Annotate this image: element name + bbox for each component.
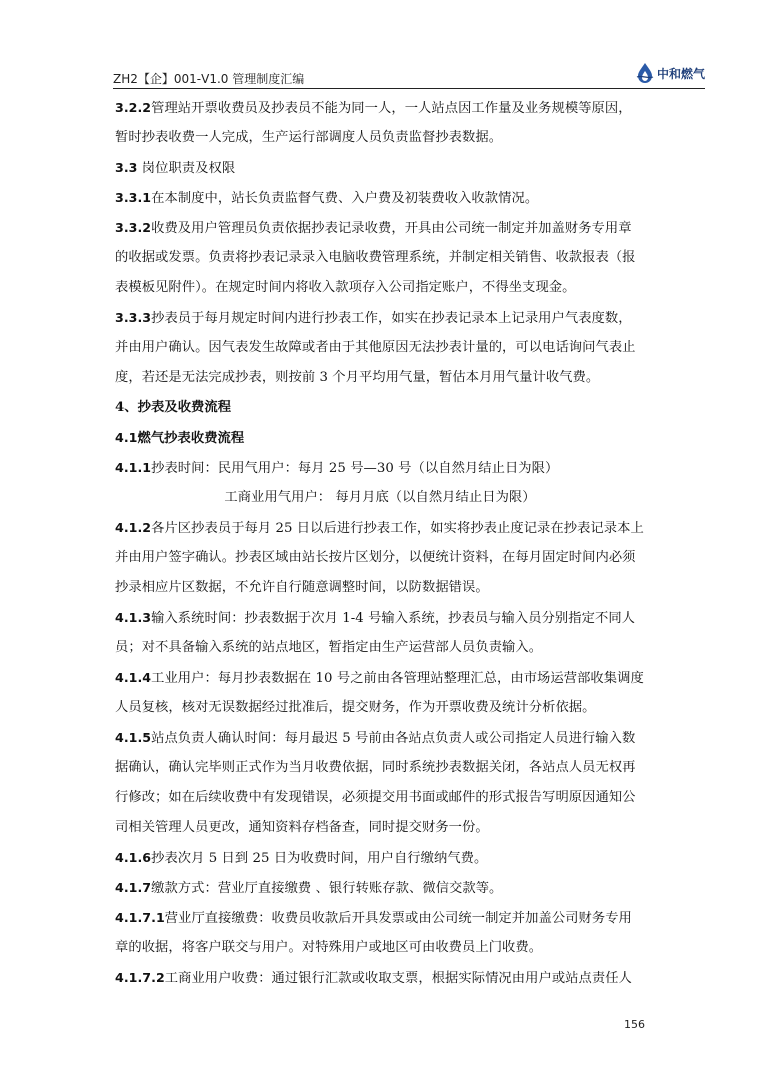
section-number: 4.1.4: [115, 670, 152, 685]
line-text: 司相关管理人员更改，通知资料存档备查，同时提交财务一份。: [115, 820, 489, 835]
paragraph-line: [115, 243, 645, 273]
line-text: 抄表员于每月规定时间内进行抄表工作，如实在抄表记录本上记录用户气表度数，: [151, 311, 632, 326]
paragraph-line: [115, 843, 645, 873]
line-text: 并由用户确认。因气表发生故障或者由于其他原因无法抄表计量的，可以电话询问气表止: [115, 340, 636, 355]
section-number: 4.1.1: [115, 460, 152, 475]
line-text: 表模板见附件）。在规定时间内将收入款项存入公司指定账户，不得坐支现金。: [115, 280, 576, 295]
header-title: ZH2【企】001-V1.0 管理制度汇编: [113, 72, 305, 86]
flame-drop-icon: [635, 62, 655, 84]
page-number: 156: [624, 1018, 645, 1031]
paragraph-line: [115, 123, 645, 153]
line-text: 燃气抄表收费流程: [137, 431, 245, 446]
paragraph-line: [115, 813, 645, 843]
paragraph-line: [115, 483, 645, 513]
line-text: 人员复核，核对无误数据经过批准后，提交财务，作为开票收费及统计分析依据。: [115, 700, 596, 715]
line-text: 管理站开票收费员及抄表员不能为同一人，一人站点因工作量及业务规模等原因，: [151, 101, 632, 116]
section-number: 4.1.6: [115, 850, 152, 865]
paragraph-line: [115, 633, 645, 663]
paragraph-line: [115, 753, 645, 783]
line-text: 岗位职责及权限: [137, 161, 236, 176]
line-text: 4、抄表及收费流程: [115, 400, 232, 415]
paragraph-line: [115, 303, 645, 333]
line-text: 工商业用户收费：通过银行汇款或收取支票，根据实际情况由用户或站点责任人: [164, 971, 632, 986]
line-text: 抄录相应片区数据，不允许自行随意调整时间，以防数据错误。: [115, 580, 489, 595]
paragraph-line: [115, 333, 645, 363]
line-text: 暂时抄表收费一人完成，生产运行部调度人员负责监督抄表数据。: [115, 130, 503, 145]
section-number: 3.3: [115, 160, 138, 175]
line-text: 缴款方式：营业厅直接缴费 、银行转账存款、微信交款等。: [151, 881, 503, 896]
paragraph-line: [115, 933, 645, 963]
line-text: 章的收据，将客户联交与用户。对特殊用户或地区可由收费员上门收费。: [115, 940, 543, 955]
line-text: 并由用户签字确认。抄表区域由站长按片区划分，以便统计资料，在每月固定时间内必须: [115, 550, 636, 565]
paragraph-line: [115, 453, 645, 483]
paragraph-line: [115, 183, 645, 213]
section-number: 4.1.7.2: [115, 970, 165, 985]
paragraph-line: [115, 603, 645, 633]
line-text: 工商业用气用户： 每月月底（以自然月结止日为限）: [224, 490, 536, 505]
paragraph-line: [115, 963, 645, 993]
line-text: 抄表次月 5 日到 25 日为收费时间，用户自行缴纳气费。: [151, 851, 488, 866]
paragraph-line: [115, 543, 645, 573]
paragraph-line: [115, 723, 645, 753]
line-text: 各片区抄表员于每月 25 日以后进行抄表工作，如实将抄表止度记录在抄表记录本上: [151, 521, 644, 536]
line-text: 营业厅直接缴费：收费员收款后开具发票或由公司统一制定并加盖公司财务专用: [164, 911, 632, 926]
paragraph-line: [115, 363, 645, 393]
paragraph-line: [115, 423, 645, 453]
section-number: 3.3.3: [115, 310, 152, 325]
section-number: 3.3.2: [115, 220, 152, 235]
logo-text: 中和燃气: [656, 66, 705, 81]
section-number: 3.2.2: [115, 100, 152, 115]
line-text: 度，若还是无法完成抄表，则按前 3 个月平均用气量，暂估本月用气量计收气费。: [115, 370, 600, 385]
paragraph-line: [115, 153, 645, 183]
paragraph-line: [115, 903, 645, 933]
line-text: 收费及用户管理员负责依据抄表记录收费，开具由公司统一制定并加盖财务专用章: [151, 221, 632, 236]
line-text: 工业用户：每月抄表数据在 10 号之前由各管理站整理汇总，由市场运营部收集调度: [151, 671, 644, 686]
paragraph-line: [115, 273, 645, 303]
line-text: 抄表时间：民用气用户：每月 25 号—30 号（以自然月结止日为限）: [151, 461, 559, 476]
paragraph-line: [115, 693, 645, 723]
paragraph-line: [115, 513, 645, 543]
paragraph-line: [115, 873, 645, 903]
paragraph-line: [115, 573, 645, 603]
section-number: 4.1.7.1: [115, 910, 165, 925]
section-number: 4.1.5: [115, 730, 152, 745]
section-number: 4.1.3: [115, 610, 152, 625]
paragraph-line: [115, 93, 645, 123]
company-logo: [635, 61, 705, 85]
section-number: 4.1.7: [115, 880, 152, 895]
section-number: 3.3.1: [115, 190, 152, 205]
line-text: 据确认，确认完毕则正式作为当月收费依据，同时系统抄表数据关闭，各站点人员无权再: [115, 760, 636, 775]
line-text: 员；对不具备输入系统的站点地区，暂指定由生产运营部人员负责输入。: [115, 640, 543, 655]
line-text: 站点负责人确认时间：每月最迟 5 号前由各站点负责人或公司指定人员进行输入数: [151, 731, 636, 746]
section-number: 4.1.2: [115, 520, 152, 535]
header-rule: [113, 88, 705, 89]
page-header: [113, 58, 705, 88]
section-number: 4.1: [115, 430, 138, 445]
document-body: [115, 93, 645, 993]
paragraph-line: [115, 213, 645, 243]
paragraph-line: [115, 783, 645, 813]
paragraph-line: [115, 393, 645, 423]
line-text: 在本制度中，站长负责监督气费、入户费及初装费收入收款情况。: [151, 191, 539, 206]
line-text: 行修改；如在后续收费中有发现错误，必须提交用书面或邮件的形式报告写明原因通知公: [115, 790, 636, 805]
paragraph-line: [115, 663, 645, 693]
line-text: 输入系统时间：抄表数据于次月 1-4 号输入系统，抄表员与输入员分别指定不同人: [151, 611, 636, 626]
line-text: 的收据或发票。负责将抄表记录录入电脑收费管理系统，并制定相关销售、收款报表（报: [115, 250, 636, 265]
